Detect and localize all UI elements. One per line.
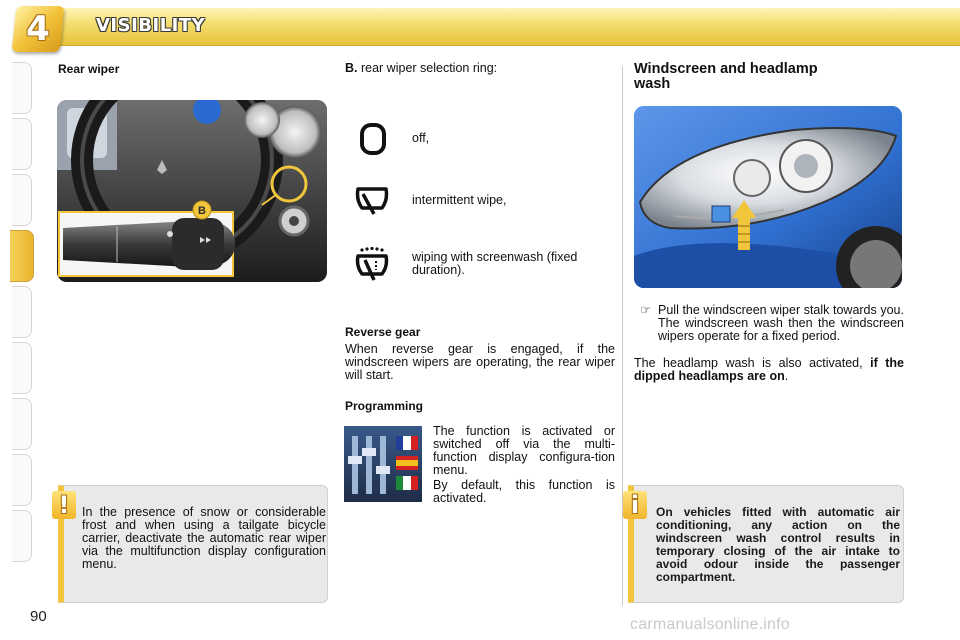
side-tab-active[interactable] [10,230,34,282]
programming-heading: Programming [345,399,424,413]
side-tab[interactable] [12,62,32,114]
steering-stalk-photo [57,100,327,282]
wiper-off-icon [358,123,388,155]
wiper-screenwash-icon [354,246,390,282]
side-tab[interactable] [12,510,32,562]
programming-text-2: By default, this function is activated. [433,478,615,505]
rear-wiper-heading: Rear wiper [58,62,120,76]
option-off-text: off, [412,131,430,145]
headlamp-photo [634,106,902,288]
wiper-intermittent-icon [354,186,390,216]
headlamp-wash-text [634,357,904,383]
bullet-instruction-text: Pull the windscreen wiper stalk towards you. The windscreen wash then the windscreen wipers operate for a fixed period. [658,303,904,343]
side-tab[interactable] [12,174,32,226]
windscreen-wash-heading-line1: Windscreen and headlamp [634,61,818,77]
watermark: carmanualsonline.info [630,616,790,633]
chapter-number: 4 [26,9,50,49]
side-tab[interactable] [12,118,32,170]
info-text: On vehicles fitted with automatic air conditioning, any action on the windscreen wash control results in temporary closing of the air intake to avoid odour inside the passenger compartment. [656,505,900,584]
ring-label: B. [345,61,358,75]
windscreen-wash-heading [634,62,904,92]
side-tab[interactable] [12,454,32,506]
headlamp-text-bold: if the dipped headlamps are on [634,356,904,383]
side-tab[interactable] [12,286,32,338]
display-menu-image [344,426,422,502]
headlamp-text-end: . [784,369,789,383]
ring-text: rear wiper selection ring: [360,61,498,75]
option-intermittent-text: intermittent wipe, [412,193,507,207]
info-box [628,485,904,603]
warning-text: In the presence of snow or considerable frost and when using a tailgate bicycle carrier, deactivate the automatic rear wiper via the multifunction display configuration menu. [82,505,326,571]
reverse-gear-heading: Reverse gear [345,325,421,339]
windscreen-wash-heading-line2: wash [634,76,671,92]
programming-text-1: The function is activated or switched off via the multi-function display configura-tion menu. [433,424,615,477]
column-divider [622,66,623,606]
reverse-gear-text: When reverse gear is engaged, if the windscreen wipers are operating, the rear wiper will start. [345,342,615,382]
side-tab-strip [12,62,34,582]
option-screenwash-text [412,251,616,277]
option-screenwash-line2: duration). [412,263,465,277]
warning-badge-icon: ! [52,491,76,519]
headlamp-text-plain: The headlamp wash is also activated, [634,356,871,370]
selection-ring-intro [345,62,615,75]
pointing-hand-icon: ☞ [640,303,652,317]
info-badge-icon: i [623,491,647,519]
side-tab[interactable] [12,398,32,450]
photo-callout-b: B [198,205,206,217]
option-screenwash-line1: wiping with screenwash (fixed [412,250,578,264]
warning-box [58,485,328,603]
chapter-title: VISIBILITY [96,15,206,36]
page-number: 90 [30,608,47,625]
side-tab[interactable] [12,342,32,394]
